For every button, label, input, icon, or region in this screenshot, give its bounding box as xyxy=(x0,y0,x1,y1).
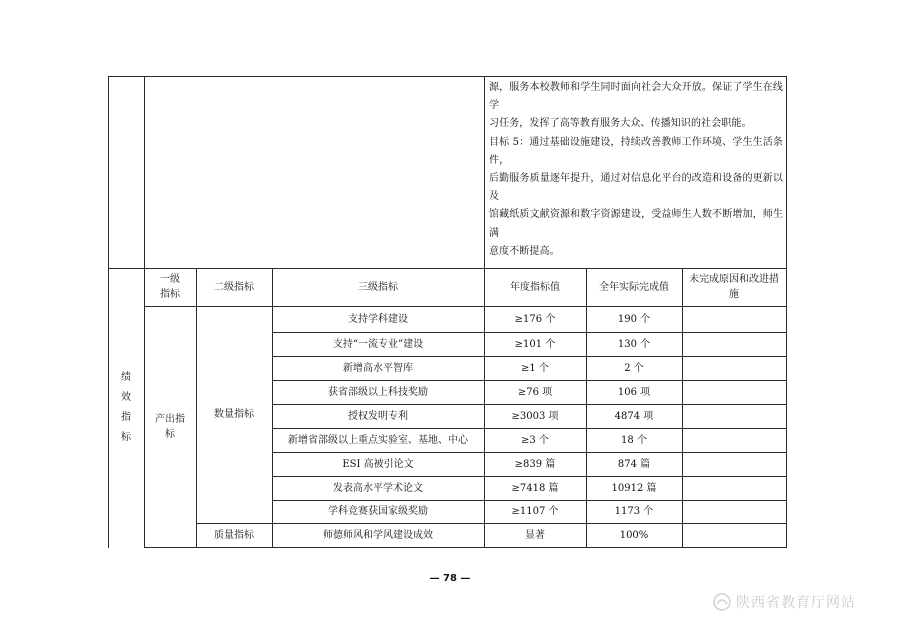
table-row-reason xyxy=(682,380,786,404)
table-row-reason xyxy=(682,306,786,332)
label-char: 绩 xyxy=(121,372,131,383)
header-level1 xyxy=(144,268,196,306)
header-text: 指标 xyxy=(160,289,180,300)
paragraph-line: 源，服务本校教师和学生同时面向社会大众开放。保证了学生在线学 xyxy=(489,82,783,112)
table-row-target: ≥176 个 xyxy=(514,313,556,325)
table-row-indicator: 新增高水平智库 xyxy=(343,362,413,374)
site-watermark xyxy=(712,590,897,614)
paragraph-line: 意度不断提高。 xyxy=(489,245,560,257)
header-level3: 三级指标 xyxy=(358,281,398,293)
label-char: 标 xyxy=(121,432,131,443)
table-row-reason xyxy=(682,476,786,500)
table-row-actual: 4874 项 xyxy=(614,410,654,422)
table-row-indicator: 支持“一流专业”建设 xyxy=(332,338,424,350)
level1-text: 产出指 xyxy=(155,414,185,425)
header-reason xyxy=(682,268,786,306)
table-row-reason xyxy=(682,356,786,380)
table-row-target: ≥101 个 xyxy=(514,338,556,350)
table-row-indicator: 学科竞赛获国家级奖励 xyxy=(328,506,428,517)
table-row-actual: 190 个 xyxy=(617,313,651,325)
table-row-target: ≥839 篇 xyxy=(514,458,556,470)
table-row-indicator: ESI 高被引论文 xyxy=(342,458,414,470)
table-row-indicator: 获省部级以上科技奖励 xyxy=(328,386,428,398)
table-row-target: ≥3 个 xyxy=(521,434,549,446)
table-row-actual: 130 个 xyxy=(617,338,651,350)
paragraph-line: 后勤服务质量逐年提升，通过对信息化平台的改造和设备的更新以及 xyxy=(489,173,783,203)
level2-quantity: 数量指标 xyxy=(214,409,254,420)
paragraph-line: 习任务，发挥了高等教育服务大众、传播知识的社会职能。 xyxy=(489,118,752,130)
watermark-text: 陕西省教育厅网站 xyxy=(736,595,856,611)
header-text: 未完成原因和改进措 xyxy=(689,274,779,285)
table-row-target: ≥1107 个 xyxy=(511,506,559,517)
table-row-reason xyxy=(682,428,786,452)
table-row-target: 显著 xyxy=(525,529,545,541)
paragraph-line: 目标 5：通过基础设施建设，持续改善教师工作环境、学生生活条件， xyxy=(489,136,783,166)
header-actual: 全年实际完成值 xyxy=(599,281,669,293)
table-row-indicator: 新增省部级以上重点实验室、基地、中心 xyxy=(288,434,468,446)
table-row-reason xyxy=(682,404,786,428)
table-row-reason xyxy=(682,332,786,356)
table-row-actual: 10912 篇 xyxy=(611,482,657,494)
table-row-target: ≥3003 项 xyxy=(511,410,559,422)
table-row-indicator: 发表高水平学术论文 xyxy=(333,482,423,494)
table-row-target: ≥1 个 xyxy=(521,362,549,374)
table-row-target: ≥7418 篇 xyxy=(511,482,559,494)
page-number: — 78 — xyxy=(429,573,471,584)
watermark-logo-icon xyxy=(712,592,732,612)
header-text: 施 xyxy=(729,289,739,300)
table-row-actual: 874 篇 xyxy=(617,458,651,470)
table-row-reason xyxy=(682,452,786,476)
level1-text: 标 xyxy=(165,429,175,440)
table-row-actual: 18 个 xyxy=(621,434,647,446)
table-row-actual: 100% xyxy=(619,529,649,541)
header-annual-target: 年度指标值 xyxy=(510,281,560,293)
performance-indicator-label xyxy=(108,268,144,548)
table-row-indicator: 支持学科建设 xyxy=(348,313,408,325)
table-row-target: ≥76 项 xyxy=(517,386,553,398)
table-row-indicator: 授权发明专利 xyxy=(348,410,408,422)
table-row-actual: 1173 个 xyxy=(614,506,654,517)
paragraph-line: 馆藏纸质文献资源和数字资源建设，受益师生人数不断增加，师生满 xyxy=(489,209,783,239)
label-char: 效 xyxy=(121,392,131,403)
header-text: 一级 xyxy=(160,274,180,285)
label-char: 指 xyxy=(121,412,131,423)
table-row-actual: 2 个 xyxy=(624,362,644,374)
level1-output xyxy=(144,306,196,548)
table-row-actual: 106 项 xyxy=(617,386,651,398)
goal-description xyxy=(489,79,783,261)
table-row-reason xyxy=(682,500,786,523)
table-row-reason xyxy=(682,523,786,547)
header-level2: 二级指标 xyxy=(214,281,254,293)
table-row-indicator: 师德师风和学风建设成效 xyxy=(323,529,433,541)
level2-quality: 质量指标 xyxy=(214,529,254,541)
